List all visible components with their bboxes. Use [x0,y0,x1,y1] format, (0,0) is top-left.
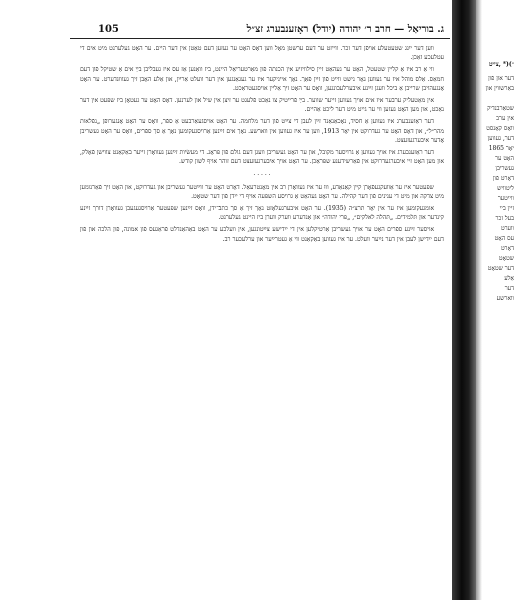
facing-line: בעל זכר [495,215,514,222]
facing-line [482,94,514,104]
facing-line: ליטוויש [497,185,514,192]
page-number: 105 [98,24,119,35]
paragraph: אין מאַטעליק ערבער איז אים אויך געווען זייער שווער. בײַ פֿרייטיק צו נאַכט פֿלעגט ער זיצן אין שיל און לערנען. דאָס האָט ער געטאָן ביז שפּעט אין דער נאַכט, און מען האָט געזען ווי ער גייט מיט דער ליכט אַהיים. [80,97,444,114]
book-gutter [452,0,476,600]
facing-line: דער [504,285,514,292]
facing-line: אַלע [504,275,514,282]
facing-line: וואָס קאָנסט [486,125,514,132]
facing-line: ״)(* ,צייט [488,61,514,68]
facing-line: ווייטער [497,195,514,202]
facing-line: ווערט [500,225,514,232]
main-text-column [80,44,444,247]
page-header [70,22,450,39]
facing-line: באַרשווין און [485,85,514,92]
paragraph: ווען דער ייִנג שטעטעלע אויפֿן דער זכר. ווייזט ער דעם ערשטן מאָל ווען דאָס האָט ער געזען דעם טאַטן אין דער היים. ער האָט געלערנט מיט אים די עטלעכע זאַכן. [80,45,444,62]
facing-line: ווארשע [496,295,514,302]
book-page [70,22,450,578]
facing-line: דער און פֿון [488,75,514,82]
paragraph: אויסער זײַנע ספֿרים האָט ער אויך געשריבן אַרטיקלען אין די ייִדישע צײַטונגען, אין וועלכע ער האָט באַהאַנדלט פֿראַגעס פֿון אמונה, פֿון הלכה און פֿון דעם ייִדישן לעבן אין דער נײַער וועלט. ער איז געווען באַקאַנט ווי אַ געטרײַער און ערלעכער רב. [80,226,444,243]
facing-line: געשריבן [495,165,514,172]
facing-line: דאָרט [500,245,514,252]
facing-page-column [482,60,514,304]
paragraph: שפּעטער איז ער אַוועקגעפֿאָרן קיין קאַנאַדע, וווּ ער איז געוואָרן רב אין מאָנטרעאַל. דאָרט האָט ער ווײַטער געשריבן און געדרוקט, און האָט זיך פֿאַרנומען מיט צדקה און מיט די ענינים פֿון דער קהילה. ער האָט געהאַט אַ גרויסע השפּעה אויף די ייִדן פֿון דער שטאָט. [80,183,444,200]
section-separator: . . . . . [253,170,271,178]
facing-line: האָט ער [495,155,514,162]
paragraph: אומגעקומען איז ער אין יאָר תרצ״ה (1935). ער האָט איבערגעלאָזט נאָך זיך אַ סך כתבֿ־ידן, וואָס זײַנען שפּעטער אַרויסגעגעבן געוואָרן דורך זײַנע קינדער און תּלמידים. „תּהלה לאלקים״, „פּרי יהודה״ און אַנדערע ווערק ווערן ביז היינט געלערנט. [80,205,444,222]
facing-line: דער שטאָט [487,265,514,272]
paragraph: דער ראַזענבערג איז אויך געווען אַ גרויסער מקובל, און ער האָט געשריבן וועגן דעם גולם פֿון פּראָג. די מעשׂיות זײַנען געוואָרן זייער באַקאַנט צווישן פֿאָלק, און מען האָט זיי איבערגעדרוקט אין פֿאַרשידענע שפּראַכן. ער האָט אויך איבערגעזעצט דעם זוהר אויף לשון קודש. [80,149,444,166]
facing-line: שטאָט [498,255,514,262]
facing-line: זיין ביי [499,205,514,212]
facing-line: דאָרט פֿון [492,175,514,182]
facing-line: דער, געווען [487,135,514,142]
facing-line: שטאַרבנדיק [487,105,514,112]
facing-line: עס האָט [494,235,514,242]
paragraph: ווי אַ רב איז אַ קליין שטעטל, האָט ער געהאַט זיין סילוויזיע אין הכנתה פֿון מאַרטעריאַל היינט, ביז וואַנען אַז עס איז געבליבן בײַ אים אַ שטיקל פֿון דעם חמאַס. אַלס מוהל איז ער געווען גאָר נישט ווייט פֿון זײַן פֿאַך. נאָך אייניקער איז ער געגאַנגען אין דער וועלט אַרײַן, און אַלע האָבן זיך געוווּנדערט. ער האָט אָנגעהויבן שרייבן אַ ביכל וועגן זײַנע איבערלעבונגען, וואָס ער האָט זיך אַליין אויסגעטראַכט. [80,66,444,92]
facing-line: יאָר 1865 [488,145,514,152]
running-head: ג. בוריאַל — חרב ר׳ יהודה (יודל) ראָזענבערג זצ״ל [246,24,444,35]
paragraph: דער ראַזענבערג איז געווען אַ חסיד, נאָכאַנאַנד זײַן לעבן די צײַט פֿון דער מלחמה. ער האָט אויסגעאַרבעט אַ ספֿר, וואָס ער האָט אָנגערופֿן „נפֿלאות מהר״ל״, און דאָס האָט ער געדרוקט אין יאָר 1913, ווען ער איז געווען אין ווארשע. נאָך אים זײַנען אַרויסגעקומען נאָך אַ סך ספֿרים, וואָס ער האָט געשריבן אָדער איבערגעזעצט. [80,118,444,144]
facing-line: אין ערב [496,115,514,122]
